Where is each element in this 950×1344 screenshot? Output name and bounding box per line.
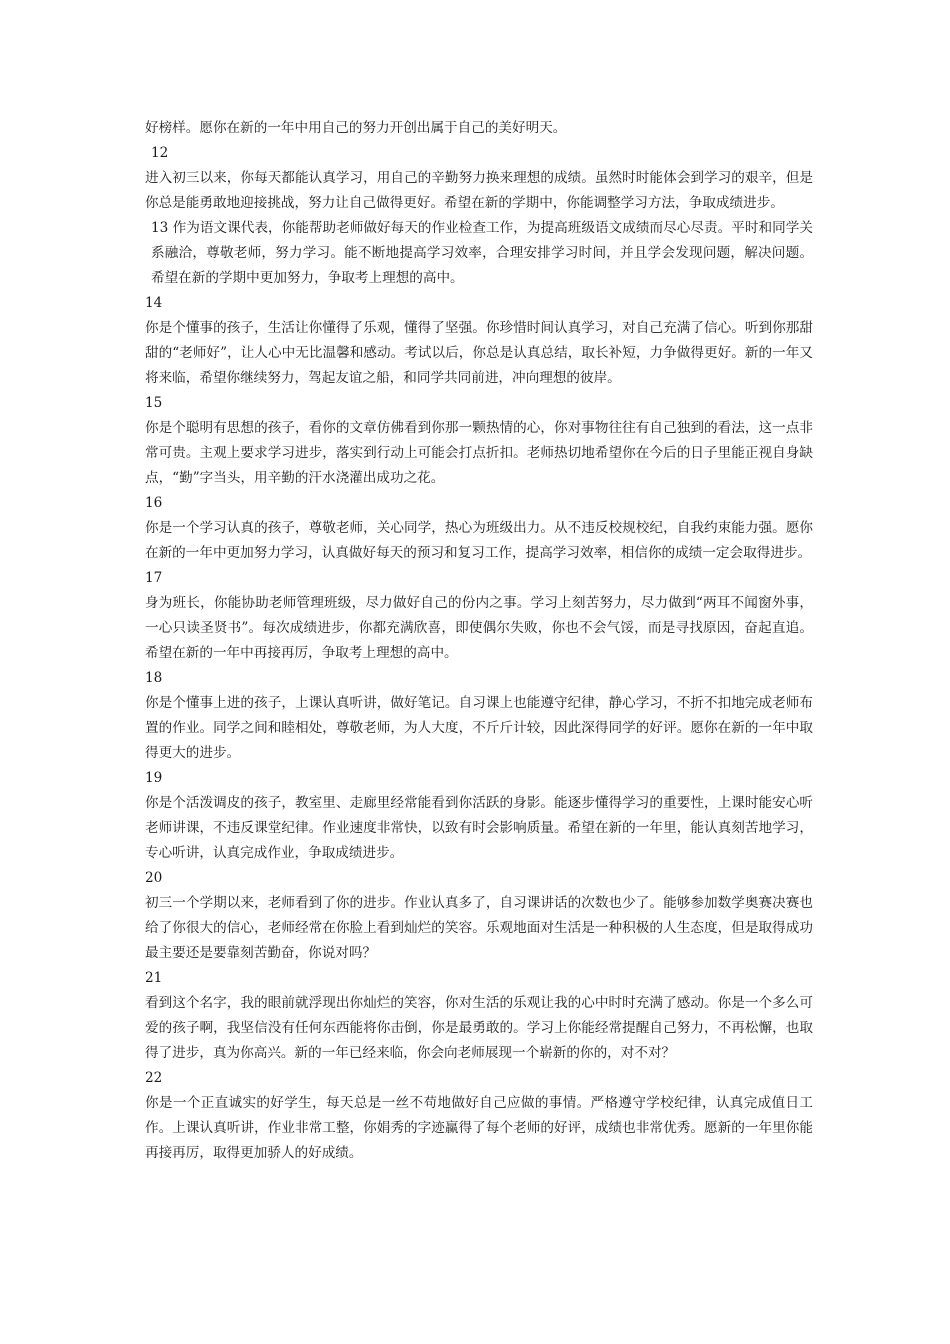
entry-number: 22 [145,1070,163,1086]
entry-number: 16 [145,495,163,511]
entry-number: 13 [151,220,169,236]
entry-text: 初三一个学期以来，老师看到了你的进步。作业认真多了，自习课讲话的次数也少了。能够参加数学奥赛决赛也给了你很大的信心，老师经常在你脸上看到灿烂的笑容。乐观地面对生活是一种积极的人生态度，但是取得成功最主要还是要靠刻苦勤奋，你说对吗？ [145,895,813,961]
entry-number: 19 [145,770,163,786]
entry-text: 你是个懂事上进的孩子，上课认真听讲，做好笔记。自习课上也能遵守纪律，静心学习，不折不扣地完成老师布置的作业。同学之间和睦相处，尊敬老师，为人大度，不斤斤计较，因此深得同学的好评。愿你在新的一年中取得更大的进步。 [145,695,813,761]
entry-number: 18 [145,670,163,686]
entry-text: 你是一个学习认真的孩子，尊敬老师，关心同学，热心为班级出力。从不违反校规校纪，自我约束能力强。愿你在新的一年中更加努力学习，认真做好每天的预习和复习工作，提高学习效率，相信你的成绩一定会取得进步。 [145,520,813,561]
entry-inline [145,216,813,291]
entry-text: 好榜样。愿你在新的一年中用自己的努力开创出属于自己的美好明天。 [145,120,567,136]
entry-text: 你是一个正直诚实的好学生，每天总是一丝不苟地做好自己应做的事情。严格遵守学校纪律，认真完成值日工作。上课认真听讲，作业非常工整，你娟秀的字迹赢得了每个老师的好评，成绩也非常优秀。愿新的一年里你能再接再厉，取得更加骄人的好成绩。 [145,1095,813,1161]
entry-number: 14 [145,295,163,311]
entry-text: 进入初三以来，你每天都能认真学习，用自己的辛勤努力换来理想的成绩。虽然时时能体会到学习的艰辛，但是你总是能勇敢地迎接挑战，努力让自己做得更好。希望在新的学期中，你能调整学习方法，争取成绩进步。 [145,170,813,211]
entry-text: 看到这个名字，我的眼前就浮现出你灿烂的笑容，你对生活的乐观让我的心中时时充满了感动。你是一个多么可爱的孩子啊，我坚信没有任何东西能将你击倒，你是最勇敢的。学习上你能经常提醒自己努力，不再松懈，也取得了进步，真为你高兴。新的一年已经来临，你会向老师展现一个崭新的你的，对不对？ [145,995,813,1061]
entry-text: 你是个懂事的孩子，生活让你懂得了乐观，懂得了坚强。你珍惜时间认真学习，对自己充满了信心。听到你那甜甜的“老师好”，让人心中无比温馨和感动。考试以后，你总是认真总结，取长补短，力争做得更好。新的一年又将来临，希望你继续努力，驾起友谊之船，和同学共同前进，冲向理想的彼岸。 [145,320,813,386]
entry-number: 17 [145,570,163,586]
entry-number: 21 [145,970,163,986]
entry-number: 12 [151,145,169,161]
document-page [145,116,813,1166]
entry-text: 身为班长，你能协助老师管理班级，尽力做好自己的份内之事。学习上刻苦努力，尽力做到“两耳不闻窗外事，一心只读圣贤书”。每次成绩进步，你都充满欣喜，即使偶尔失败，你也不会气馁，而是寻找原因，奋起直追。希望在新的一年中再接再厉，争取考上理想的高中。 [145,595,813,661]
entry-number: 20 [145,870,163,886]
entry-text: 你是个活泼调皮的孩子，教室里、走廊里经常能看到你活跃的身影。能逐步懂得学习的重要性，上课时能安心听老师讲课，不违反课堂纪律。作业速度非常快，以致有时会影响质量。希望在新的一年里，能认真刻苦地学习，专心听讲，认真完成作业，争取成绩进步。 [145,795,813,861]
entry-text: 你是个聪明有思想的孩子，看你的文章仿佛看到你那一颗热情的心，你对事物往往有自己独到的看法，这一点非常可贵。主观上要求学习进步，落实到行动上可能会打点折扣。老师热切地希望你在今后的日子里能正视自身缺点，“勤”字当头，用辛勤的汗水浇灌出成功之花。 [145,420,813,486]
entry-number: 15 [145,395,163,411]
entry-text: 作为语文课代表，你能帮助老师做好每天的作业检查工作，为提高班级语文成绩而尽心尽责。平时和同学关系融洽，尊敬老师，努力学习。能不断地提高学习效率，合理安排学习时间，并且学会发现问题，解决问题。希望在新的学期中更加努力，争取考上理想的高中。 [151,220,813,286]
